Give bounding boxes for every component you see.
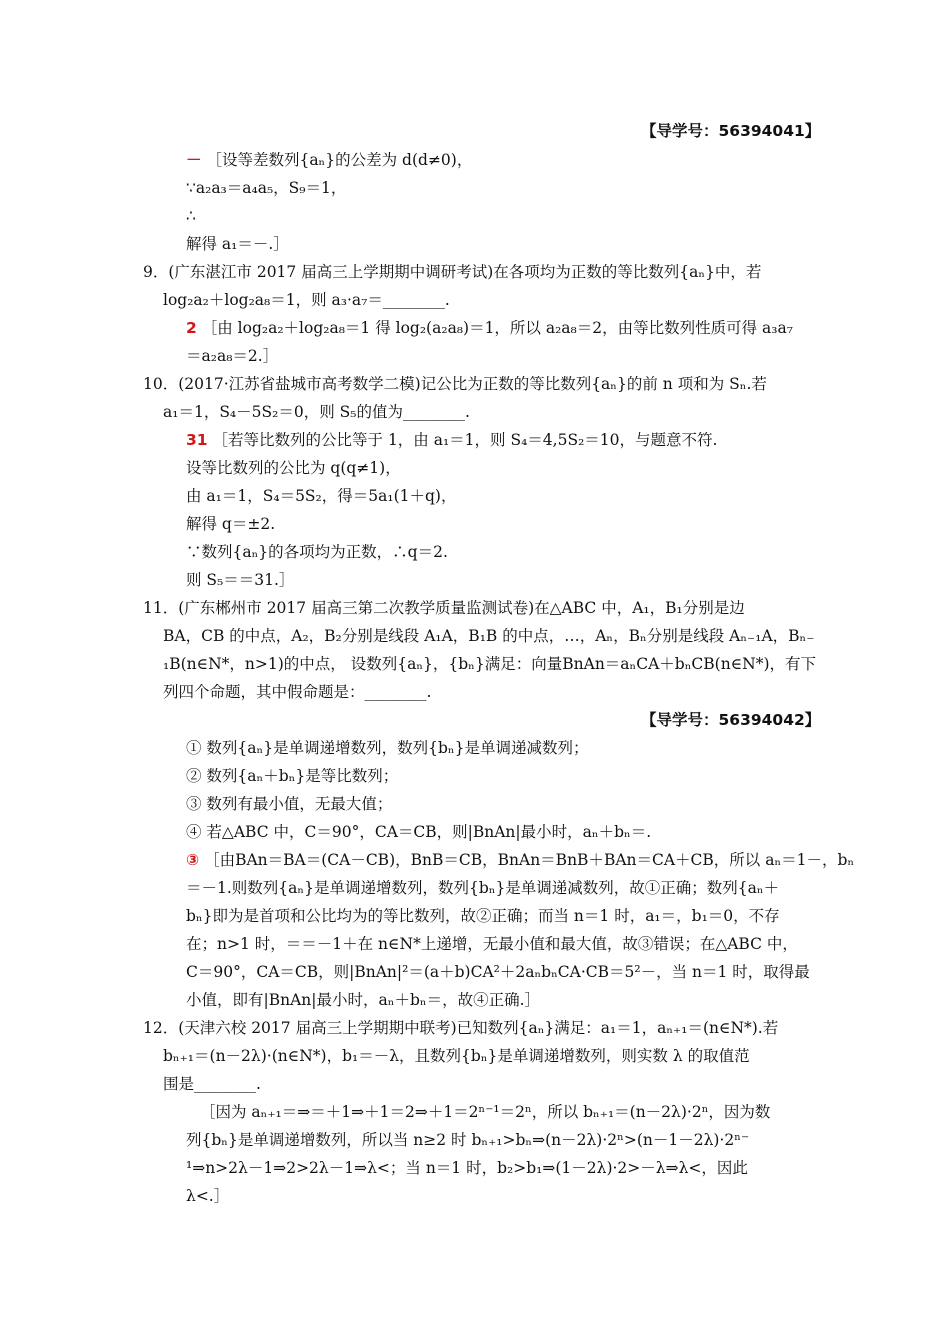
solution-line: ∵a₂a₃＝a₄a₅，S₉＝1， (186, 179, 347, 197)
solution-line: 小值，即有|BnAn|最小时，aₙ＋bₙ＝，故④正确.］ (186, 991, 540, 1009)
solution-line: λ<.］ (186, 1187, 230, 1205)
solution-line: 由 a₁＝1，S₄＝5S₂，得＝5a₁(1＋q)， (186, 487, 457, 505)
question-line: 列四个命题，其中假命题是：________. (163, 683, 432, 701)
answer-label: 31 (186, 431, 208, 449)
solution-line: ∴ (186, 207, 196, 225)
solution-line: 在；n>1 时，＝＝－1＋在 n∈N*上递增，无最小值和最大值，故③错误；在△ABC 中， (186, 935, 798, 953)
question-11-stem: 11．(广东郴州市 2017 届高三第二次教学质量监测试卷)在△ABC 中，A₁，B₁分别是边 (143, 599, 745, 617)
solution-line: ＝－1.则数列{aₙ}是单调递增数列，数列{bₙ}是单调递减数列，故①正确；数列{aₙ＋ (186, 879, 780, 897)
question-line: a₁＝1，S₄－5S₂＝0，则 S₅的值为________. (163, 403, 470, 421)
question-line: BA，CB 的中点，A₂，B₂分别是线段 A₁A，B₁B 的中点，…，Aₙ，Bₙ分别是线段 Aₙ₋₁A，Bₙ₋ (163, 627, 815, 645)
answer-text: ［设等差数列{aₙ}的公差为 d(d≠0)， (206, 151, 473, 169)
proposition-2: ② 数列{aₙ＋bₙ}是等比数列； (186, 767, 399, 785)
question-9-stem: 9．(广东湛江市 2017 届高三上学期期中调研考试)在各项均为正数的等比数列{aₙ}中，若 (143, 263, 762, 281)
answer-text: ［由BAn＝BA＝(CA－CB)，BnB＝CB，BnAn＝BnB＋BAn＝CA＋CB，所以 aₙ＝1－，bₙ (204, 851, 855, 869)
solution-line: C＝90°，CA＝CB，则|BnAn|²＝(a＋b)CA²＋2aₙbₙCA·CB＝5²－，当 n＝1 时，取得最 (186, 963, 810, 981)
solution-line: ［因为 aₙ₊₁＝⇒＝＋1⇒＋1＝2⇒＋1＝2ⁿ⁻¹＝2ⁿ，所以 bₙ₊₁＝(n－2λ)·2ⁿ，因为数 (200, 1103, 771, 1121)
solution-line: 列{bₙ}是单调递增数列，所以当 n≥2 时 bₙ₊₁>bₙ⇒(n－2λ)·2ⁿ>(n－1－2λ)·2ⁿ⁻ (186, 1131, 750, 1149)
answer-line (186, 317, 793, 339)
answer-text: ［若等比数列的公比等于 1，由 a₁＝1，则 S₄＝4,5S₂＝10，与题意不符. (212, 431, 718, 449)
answer-label: ③ (186, 851, 200, 869)
question-line: ₁B(n∈N*，n>1)的中点， 设数列{aₙ}，{bₙ}满足：向量BnAn＝aₙCA＋bₙCB(n∈N*)，有下 (163, 655, 817, 673)
proposition-4: ④ 若△ABC 中，C＝90°，CA＝CB，则|BnAn|最小时，aₙ＋bₙ＝. (186, 823, 652, 841)
proposition-1: ① 数列{aₙ}是单调递增数列，数列{bₙ}是单调递减数列； (186, 739, 589, 757)
answer-label: 2 (186, 319, 197, 337)
answer-text: ［由 log₂a₂＋log₂a₈＝1 得 log₂(a₂a₈)＝1，所以 a₂a₈＝2，由等比数列性质可得 a₃a₇ (201, 319, 793, 337)
answer-line (186, 849, 854, 871)
solution-line: 设等比数列的公比为 q(q≠1)， (186, 459, 401, 477)
answer-label: － (186, 151, 202, 169)
question-line: 围是________. (163, 1075, 261, 1093)
solution-line: ∵数列{aₙ}的各项均为正数，∴q＝2. (186, 543, 448, 561)
question-12-stem: 12．(天津六校 2017 届高三上学期期中联考)已知数列{aₙ}满足：a₁＝1，aₙ₊₁＝(n∈N*).若 (143, 1019, 779, 1037)
proposition-3: ③ 数列有最小值，无最大值； (186, 795, 393, 813)
answer-line (186, 429, 717, 451)
question-line: log₂a₂＋log₂a₈＝1，则 a₃·a₇＝________. (163, 291, 450, 309)
solution-line: 解得 q＝±2. (186, 515, 276, 533)
answer-line (186, 149, 472, 171)
question-line: bₙ₊₁＝(n－2λ)·(n∈N*)，b₁＝－λ，且数列{bₙ}是单调递增数列，则实数 λ 的取值范 (163, 1047, 750, 1065)
guide-number-ref: 【导学号：56394042】 (641, 711, 821, 729)
solution-line: bₙ}即为是首项和公比均为的等比数列，故②正确；而当 n＝1 时，a₁＝，b₁＝0，不存 (186, 907, 780, 925)
solution-line: ＝a₂a₈＝2.］ (186, 347, 279, 365)
guide-number-ref: 【导学号：56394041】 (641, 122, 821, 140)
solution-line: ¹⇒n>2λ－1⇒2>2λ－1⇒λ<；当 n＝1 时，b₂>b₁⇒(1－2λ)·2>－λ⇒λ<，因此 (186, 1159, 748, 1177)
question-10-stem: 10．(2017·江苏省盐城市高考数学二模)记公比为正数的等比数列{aₙ}的前 n 项和为 Sₙ.若 (143, 375, 767, 393)
solution-line: 则 S₅＝＝31.］ (186, 571, 295, 589)
solution-line: 解得 a₁＝－.］ (186, 235, 289, 253)
